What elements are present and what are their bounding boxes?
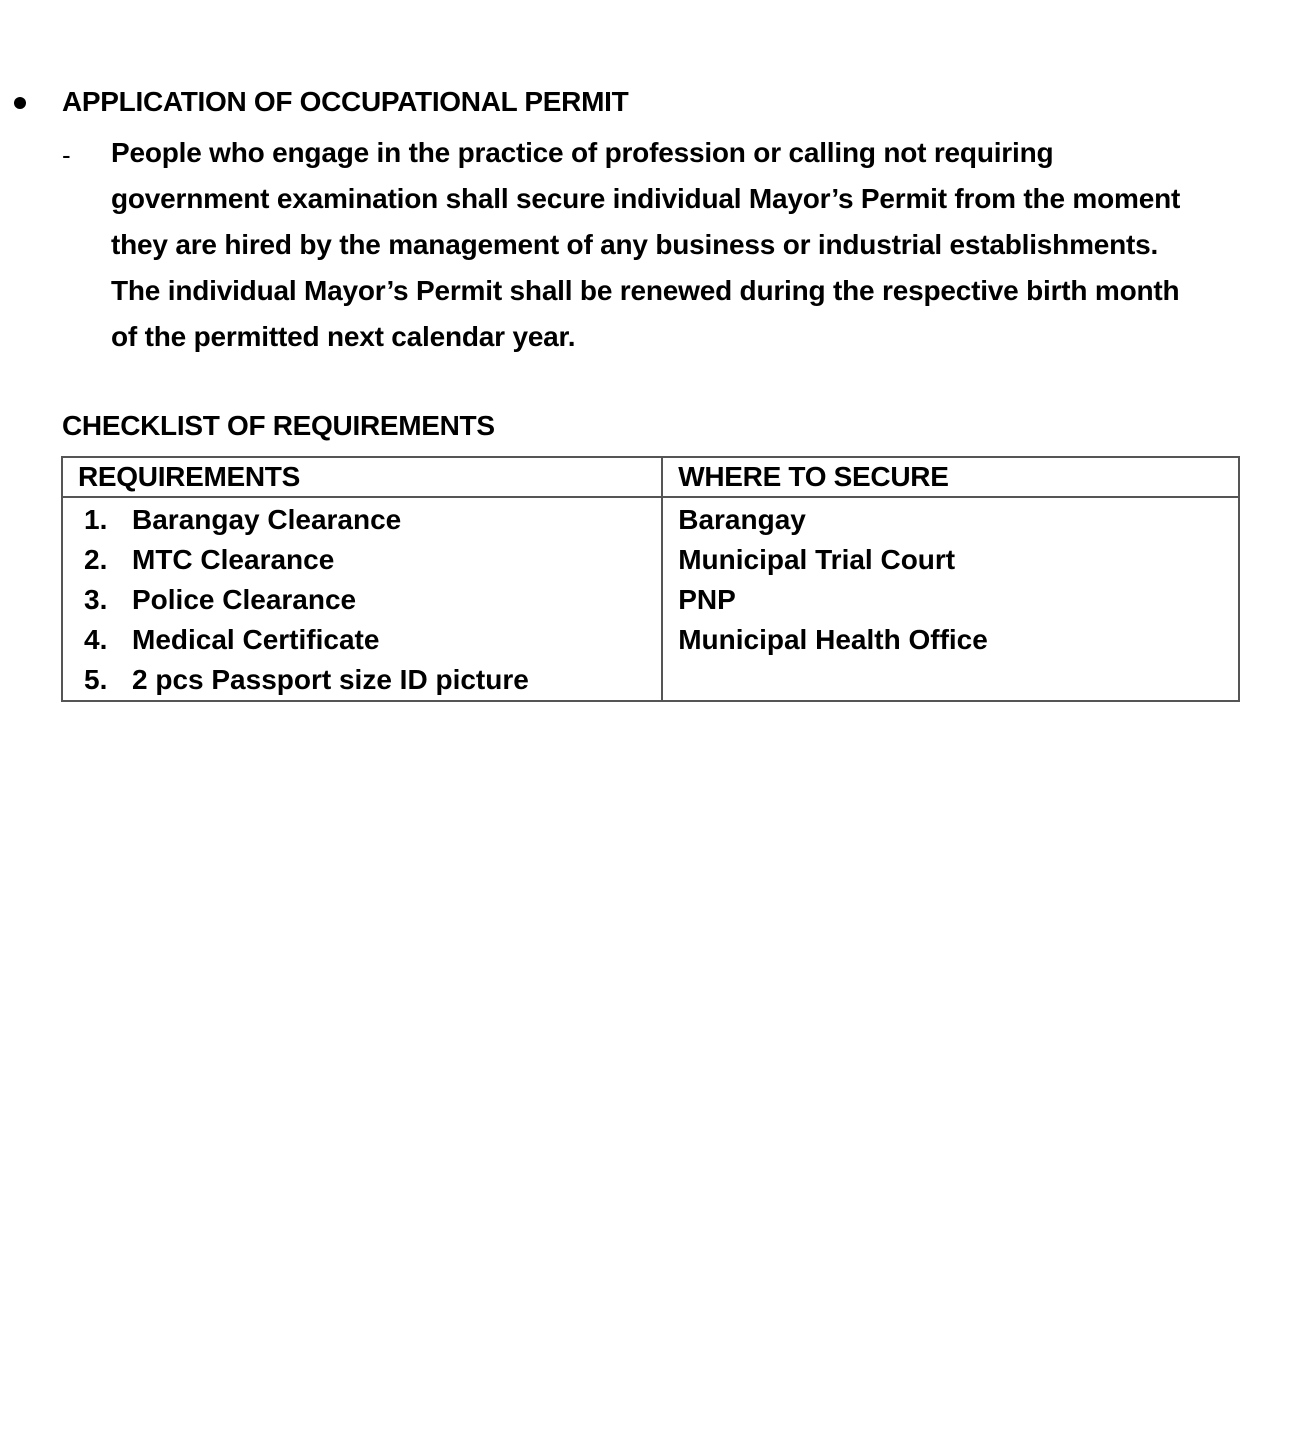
paragraph-line: government examination shall secure individual Mayor’s Permit from the moment xyxy=(111,183,1181,214)
dash-marker: - xyxy=(62,140,71,170)
requirement-item xyxy=(63,580,661,620)
item-number: 4. xyxy=(84,624,108,655)
section-paragraph xyxy=(111,133,1311,363)
item-label: MTC Clearance xyxy=(132,544,335,575)
item-label: Medical Certificate xyxy=(132,624,380,655)
paragraph-line: they are hired by the management of any business or industrial establishments. xyxy=(111,229,1159,260)
item-label: Barangay Clearance xyxy=(132,504,402,535)
paragraph-line: of the permitted next calendar year. xyxy=(111,321,576,352)
where-item xyxy=(663,660,1238,700)
paragraph-line: The individual Mayor’s Permit shall be renewed during the respective birth month xyxy=(111,275,1180,306)
item-number: 3. xyxy=(84,584,108,615)
bullet-icon xyxy=(14,97,26,109)
where-item: PNP xyxy=(678,584,736,615)
requirement-item xyxy=(63,500,661,540)
checklist-title: CHECKLIST OF REQUIREMENTS xyxy=(62,410,495,441)
item-label: Police Clearance xyxy=(132,584,357,615)
item-number: 1. xyxy=(84,504,108,535)
requirements-table xyxy=(61,456,1240,702)
where-item: Municipal Health Office xyxy=(678,624,988,655)
requirement-item xyxy=(63,620,661,660)
requirement-item xyxy=(63,660,661,700)
table-header-row xyxy=(62,457,1239,497)
item-number: 5. xyxy=(84,664,108,695)
requirement-item xyxy=(63,540,661,580)
where-to-secure-cell xyxy=(662,497,1239,701)
header-where-to-secure: WHERE TO SECURE xyxy=(662,457,1239,497)
item-label: 2 pcs Passport size ID picture xyxy=(132,664,529,695)
section-heading: APPLICATION OF OCCUPATIONAL PERMIT xyxy=(62,86,629,117)
requirements-cell xyxy=(62,497,662,701)
where-item: Barangay xyxy=(678,504,806,535)
where-item: Municipal Trial Court xyxy=(678,544,956,575)
paragraph-line: People who engage in the practice of profession or calling not requiring xyxy=(111,137,1054,168)
header-requirements: REQUIREMENTS xyxy=(62,457,662,497)
table-row xyxy=(62,497,1239,701)
item-number: 2. xyxy=(84,544,108,575)
